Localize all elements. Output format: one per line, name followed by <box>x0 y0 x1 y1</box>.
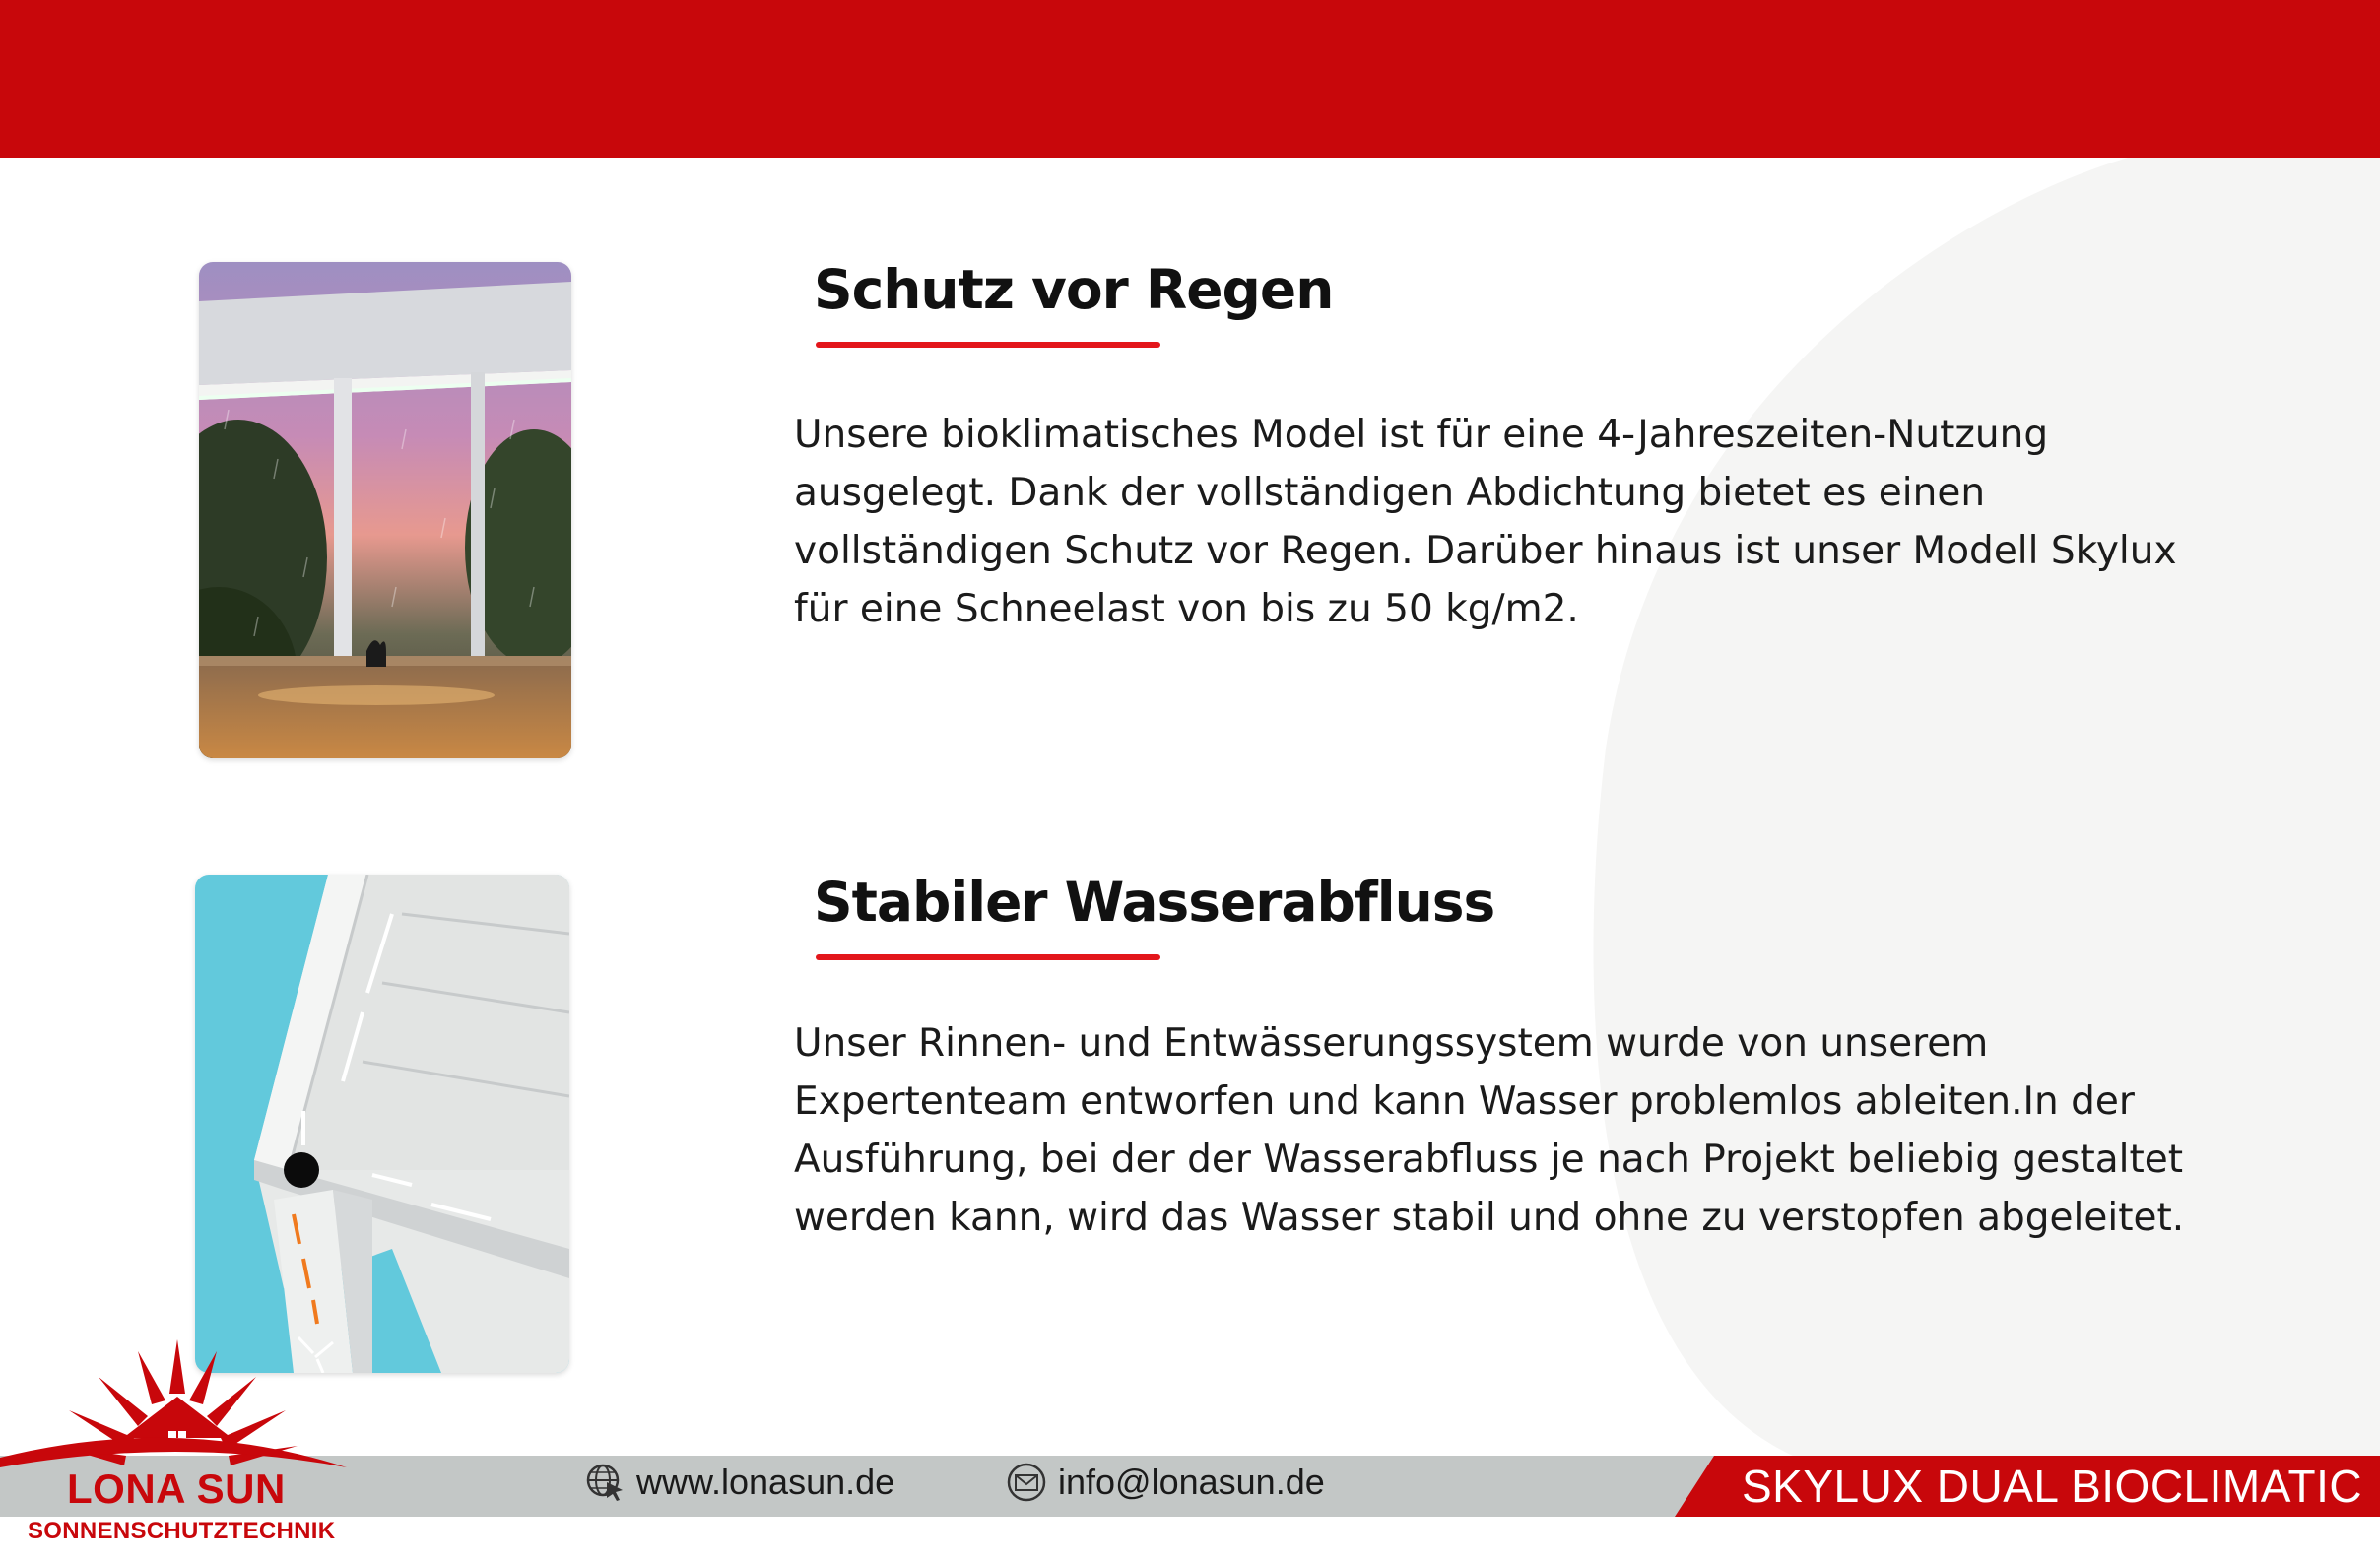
email-label: info@lonasun.de <box>1058 1462 1325 1502</box>
website-label: www.lonasun.de <box>636 1462 895 1502</box>
heading-underline <box>816 954 1160 960</box>
heading-underline <box>816 342 1160 348</box>
website-link[interactable] <box>585 1462 894 1503</box>
logo-tagline: SONNENSCHUTZTECHNIK <box>28 1518 336 1544</box>
logo-name: LONA SUN <box>67 1465 286 1512</box>
section-heading-drainage: Stabiler Wasserabfluss <box>814 871 1495 934</box>
gutter-drainage-photo <box>195 875 569 1373</box>
section-heading-rain: Schutz vor Regen <box>814 258 1334 321</box>
envelope-icon <box>1007 1463 1046 1502</box>
email-link[interactable] <box>1007 1462 1325 1503</box>
product-name: SKYLUX DUAL BIOCLIMATIC <box>1742 1461 2363 1512</box>
pergola-rain-photo <box>199 262 571 758</box>
section-body-rain: Unsere bioklimatisches Model ist für eine 4-Jahreszeiten-Nutzung ausgelegt. Dank der vollständigen Abdichtung bietet es einen vollständigen Schutz vor Regen. Darüber hinaus ist unser Modell Skylux für eine Schneelast von bis zu 50 kg/m2. <box>794 413 2177 631</box>
section-body-drainage: Unser Rinnen- und Entwässerungssystem wurde von unserem Expertenteam entworfen und kann Wasser problemlos ableiten.In der Ausführung, bei der der Wasserabfluss je nach Projekt beliebig gestaltet werden kann, wird das Wasser stabil und ohne zu verstopfen abgeleitet. <box>794 1021 2185 1240</box>
globe-cursor-icon <box>585 1463 625 1502</box>
